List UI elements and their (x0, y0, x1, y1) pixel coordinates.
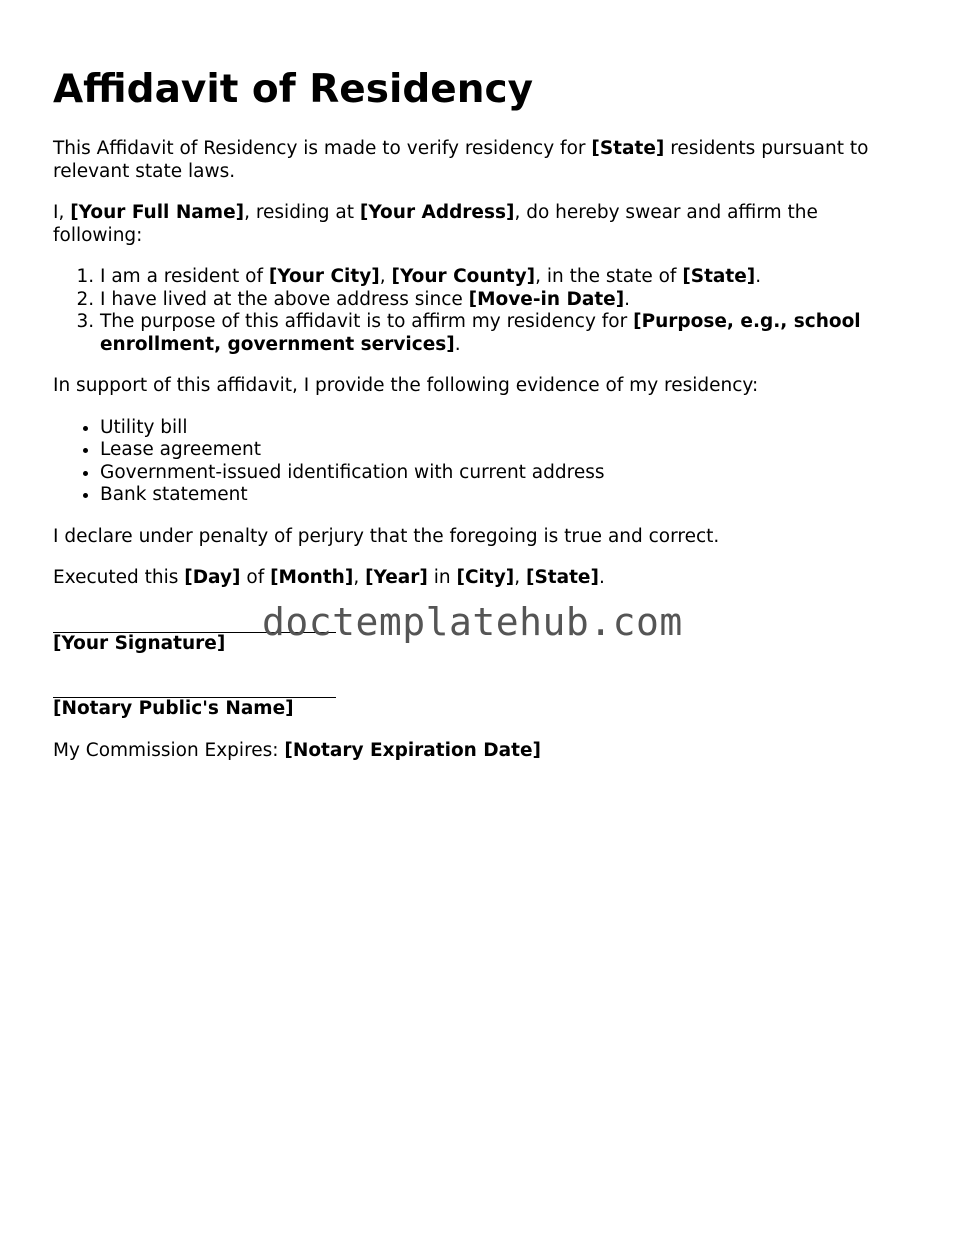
perjury-statement: I declare under penalty of perjury that the foregoing is true and correct. (53, 525, 720, 547)
evidence-list (53, 417, 903, 507)
support-paragraph: In support of this affidavit, I provide the following evidence of my residency: (53, 375, 759, 396)
address-placeholder: [Your Address] (359, 202, 515, 223)
executed-line (53, 567, 903, 590)
document-title: Affidavit of Residency (53, 67, 533, 112)
day-placeholder: [Day] (184, 567, 241, 588)
declaration-paragraph (53, 202, 903, 247)
notary-label-wrap (53, 698, 903, 721)
expiration-date-placeholder: [Notary Expiration Date] (284, 739, 541, 761)
statement-text: . (755, 266, 762, 287)
year-placeholder: [Year] (365, 567, 428, 588)
executed-text: of (240, 567, 271, 588)
statement-text: I am a resident of (100, 266, 269, 287)
executed-text: Executed this (53, 567, 185, 588)
county-placeholder: [Your County] (391, 266, 536, 287)
intro-text-2: residents pursuant to relevant state laws. (53, 138, 869, 182)
intro-text-1: This Affidavit of Residency is made to verify residency for (53, 138, 592, 159)
declaration-text-3: , do hereby swear and affirm the following: (53, 202, 818, 246)
statement-item (100, 266, 903, 289)
statement-item (100, 289, 903, 312)
notary-name-label: [Notary Public's Name] (53, 698, 294, 719)
state-placeholder: [State] (525, 567, 599, 588)
state-placeholder: [State] (682, 266, 756, 287)
city-placeholder: [City] (456, 567, 515, 588)
evidence-item: • Lease agreement (100, 439, 903, 462)
move-in-date-placeholder: [Move-in Date] (468, 288, 625, 310)
month-placeholder: [Month] (270, 567, 354, 588)
document-page (53, 66, 903, 762)
executed-text: , (514, 567, 526, 588)
state-placeholder: [State] (591, 138, 665, 159)
statement-text: , in the state of (535, 266, 683, 287)
executed-text: in (427, 567, 457, 588)
statement-text: , (379, 266, 392, 287)
executed-text: . (598, 567, 605, 588)
evidence-item: • Bank statement (100, 484, 903, 507)
statement-text: The purpose of this affidavit is to affirm my residency for (100, 311, 634, 332)
intro-paragraph (53, 138, 903, 183)
full-name-placeholder: [Your Full Name] (70, 202, 245, 223)
watermark: doctemplatehub.com (262, 600, 683, 644)
evidence-item: • Government-issued identification with current address (100, 462, 903, 485)
statement-text: . (454, 333, 461, 355)
declaration-text-1: I, (53, 202, 71, 223)
statement-item (100, 311, 903, 356)
commission-text: My Commission Expires: (53, 739, 285, 761)
statement-text: I have lived at the above address since (100, 288, 469, 310)
notary-signature-line (53, 675, 336, 698)
purpose-placeholder: [Purpose, e.g., school enrollment, government services] (100, 311, 861, 355)
commission-line (53, 740, 903, 763)
statements-list (53, 266, 903, 356)
city-placeholder: [Your City] (268, 266, 380, 287)
statement-text: . (624, 288, 631, 310)
declaration-text-2: , residing at (244, 202, 360, 223)
signature-label: [Your Signature] (53, 632, 226, 654)
evidence-item: • Utility bill (100, 417, 903, 440)
executed-text: , (353, 567, 366, 588)
